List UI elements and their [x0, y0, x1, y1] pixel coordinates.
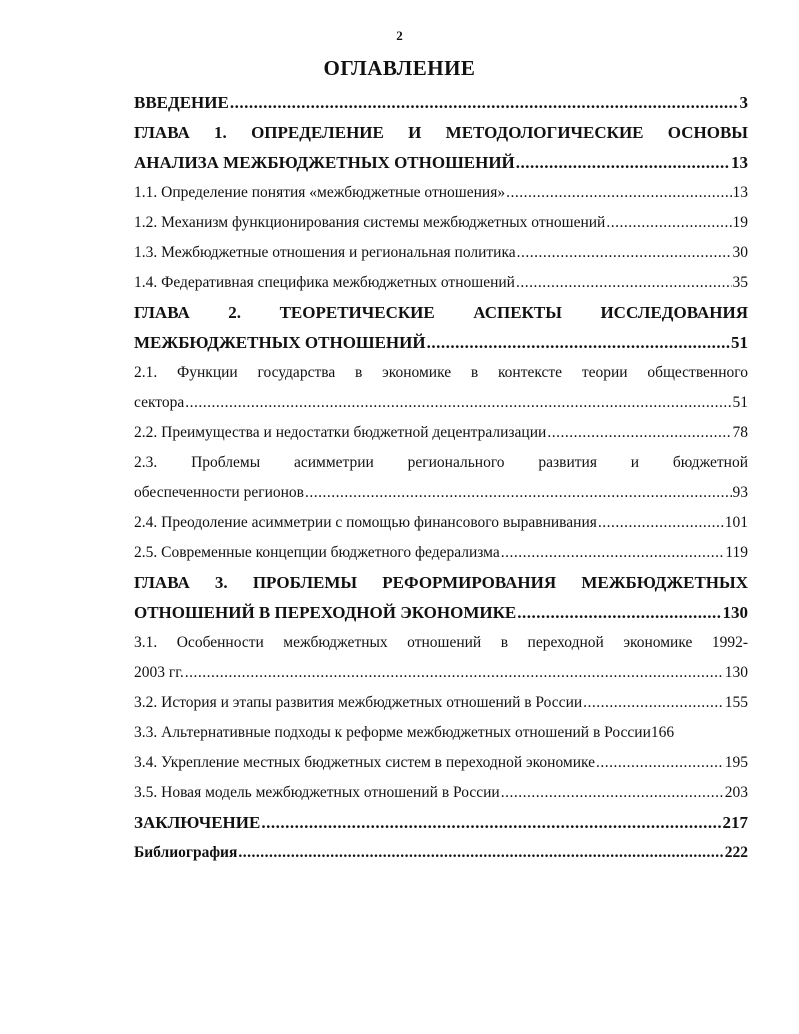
- toc-leader-dots: [598, 508, 724, 538]
- toc-entry-label: 2003 гг.: [134, 664, 184, 681]
- toc-section-3-5[interactable]: [134, 778, 748, 808]
- toc-entry-page: 130: [722, 603, 748, 622]
- toc-chapter-2-line1[interactable]: [134, 298, 748, 328]
- toc-entry-page: 3: [739, 93, 748, 112]
- toc-entry-label: ЗАКЛЮЧЕНИЕ: [134, 813, 261, 832]
- page-title: ОГЛАВЛЕНИЕ: [323, 56, 476, 80]
- toc-section-2-4[interactable]: [134, 508, 748, 538]
- toc-leader-dots: [596, 748, 724, 778]
- toc-entry-label: МЕЖБЮДЖЕТНЫХ ОТНОШЕНИЙ: [134, 333, 426, 352]
- toc-section-2-3-line2[interactable]: [134, 478, 748, 508]
- toc-entry-page: 130: [724, 664, 748, 681]
- toc-section-3-3[interactable]: [134, 718, 748, 748]
- toc-entry-label: ГЛАВА 1. ОПРЕДЕЛЕНИЕ И МЕТОДОЛОГИЧЕСКИЕ ОСНОВЫ: [134, 123, 748, 142]
- toc-leader-dots: [261, 808, 721, 838]
- toc-section-1-3[interactable]: [134, 238, 748, 268]
- toc-section-2-5[interactable]: [134, 538, 748, 568]
- toc-entry-page: 78: [732, 424, 748, 441]
- toc-section-1-1[interactable]: [134, 178, 748, 208]
- toc-leader-dots: [305, 478, 732, 508]
- toc-entry-label: 1.4. Федеративная специфика межбюджетных отношений: [134, 274, 515, 291]
- toc-leader-dots: [185, 658, 724, 688]
- toc-entry-page: 93: [732, 484, 748, 501]
- toc-entry-page: 13: [732, 184, 748, 201]
- toc-entry-label: АНАЛИЗА МЕЖБЮДЖЕТНЫХ ОТНОШЕНИЙ: [134, 153, 515, 172]
- toc-section-2-3-line1[interactable]: [134, 448, 748, 478]
- toc-leader-dots: [238, 838, 723, 868]
- toc-entry-page: 30: [732, 244, 748, 261]
- toc-entry-page: 119: [725, 544, 748, 561]
- page-number: 2: [396, 28, 403, 43]
- toc-leader-dots: [501, 538, 725, 568]
- toc-leader-dots: [185, 388, 731, 418]
- toc-entry-label: сектора: [134, 394, 185, 411]
- toc-entry-label: 2.4. Преодоление асимметрии с помощью финансового выравнивания: [134, 514, 597, 531]
- toc-section-1-4[interactable]: [134, 268, 748, 298]
- toc-entry-page: 222: [724, 844, 748, 861]
- toc-entry-label: ГЛАВА 3. ПРОБЛЕМЫ РЕФОРМИРОВАНИЯ МЕЖБЮДЖЕТНЫХ: [134, 573, 748, 592]
- toc-entry-label: 3.1. Особенности межбюджетных отношений в переходной экономике 1992-: [134, 634, 748, 651]
- toc-entry-label: 1.3. Межбюджетные отношения и региональная политика: [134, 244, 516, 261]
- toc-entry-introduction[interactable]: [134, 88, 748, 118]
- toc-leader-dots: [516, 148, 730, 178]
- toc-entry-label: 3.3. Альтернативные подходы к реформе межбюджетных отношений в России: [134, 724, 651, 741]
- toc-entry-page: 51: [731, 333, 748, 352]
- toc-section-1-2[interactable]: [134, 208, 748, 238]
- toc-entry-conclusion[interactable]: [134, 808, 748, 838]
- toc-entry-label: Библиография: [134, 844, 238, 861]
- toc-chapter-3-line2[interactable]: [134, 598, 748, 628]
- table-of-contents: [134, 88, 748, 868]
- toc-leader-dots: [517, 238, 732, 268]
- toc-entry-label: 1.1. Определение понятия «межбюджетные отношения»: [134, 184, 506, 201]
- toc-entry-page: 35: [732, 274, 748, 291]
- toc-section-2-1-line1[interactable]: [134, 358, 748, 388]
- toc-leader-dots: [606, 208, 731, 238]
- toc-entry-label: обеспеченности регионов: [134, 484, 304, 501]
- toc-entry-label: 3.2. История и этапы развития межбюджетных отношений в России: [134, 694, 583, 711]
- toc-section-3-1-line1[interactable]: [134, 628, 748, 658]
- toc-entry-label: 2.2. Преимущества и недостатки бюджетной децентрализации: [134, 424, 547, 441]
- toc-leader-dots: [230, 88, 739, 118]
- toc-chapter-3-line1[interactable]: [134, 568, 748, 598]
- toc-entry-page: 19: [732, 214, 748, 231]
- toc-entry-label: 3.5. Новая модель межбюджетных отношений в России: [134, 784, 500, 801]
- toc-entry-label: ГЛАВА 2. ТЕОРЕТИЧЕСКИЕ АСПЕКТЫ ИССЛЕДОВАНИЯ: [134, 303, 748, 322]
- toc-entry-label: ВВЕДЕНИЕ: [134, 93, 229, 112]
- toc-entry-page: 217: [722, 813, 748, 832]
- toc-chapter-1-line2[interactable]: [134, 148, 748, 178]
- toc-entry-page: 166: [650, 724, 675, 741]
- toc-entry-page: 13: [731, 153, 748, 172]
- toc-entry-label: ОТНОШЕНИЙ В ПЕРЕХОДНОЙ ЭКОНОМИКЕ: [134, 603, 517, 622]
- toc-section-3-1-line2[interactable]: [134, 658, 748, 688]
- toc-entry-label: 3.4. Укрепление местных бюджетных систем в переходной экономике: [134, 754, 596, 771]
- toc-section-2-2[interactable]: [134, 418, 748, 448]
- toc-chapter-2-line2[interactable]: [134, 328, 748, 358]
- toc-entry-page: 101: [724, 514, 748, 531]
- toc-leader-dots: [583, 688, 724, 718]
- toc-section-3-4[interactable]: [134, 748, 748, 778]
- toc-entry-bibliography[interactable]: [134, 838, 748, 868]
- toc-leader-dots: [427, 328, 730, 358]
- toc-entry-page: 195: [724, 754, 748, 771]
- toc-chapter-1-line1[interactable]: [134, 118, 748, 148]
- toc-leader-dots: [517, 598, 721, 628]
- toc-entry-label: 2.1. Функции государства в экономике в контексте теории общественного: [134, 364, 748, 381]
- toc-section-2-1-line2[interactable]: [134, 388, 748, 418]
- toc-entry-label: 2.5. Современные концепции бюджетного федерализма: [134, 544, 500, 561]
- toc-entry-label: 1.2. Механизм функционирования системы межбюджетных отношений: [134, 214, 606, 231]
- toc-entry-page: 155: [724, 694, 748, 711]
- toc-leader-dots: [501, 778, 724, 808]
- toc-leader-dots: [506, 178, 731, 208]
- toc-entry-page: 203: [724, 784, 748, 801]
- toc-leader-dots: [516, 268, 732, 298]
- toc-entry-label: 2.3. Проблемы асимметрии регионального развития и бюджетной: [134, 454, 748, 471]
- toc-section-3-2[interactable]: [134, 688, 748, 718]
- toc-entry-page: 51: [732, 394, 748, 411]
- toc-leader-dots: [547, 418, 731, 448]
